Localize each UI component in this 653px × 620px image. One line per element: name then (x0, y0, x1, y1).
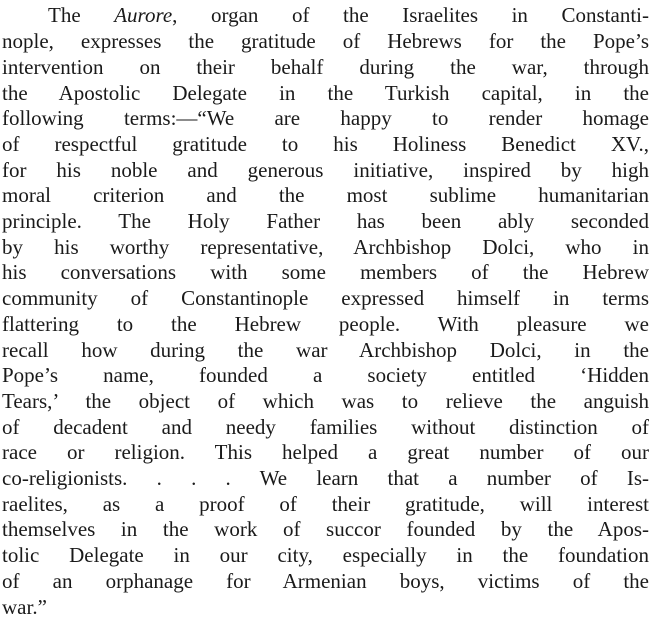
text-line: Pope’s name, founded a society entitled ‘Hidden (2, 363, 649, 387)
text-line: community of Constantinople expressed himself in terms (2, 286, 649, 310)
text-line: flattering to the Hebrew people. With pleasure we (2, 312, 649, 336)
text-line: the Apostolic Delegate in the Turkish capital, in the (2, 81, 649, 105)
text-line: principle. The Holy Father has been ably seconded (2, 209, 649, 233)
text-line: by his worthy representative, Archbishop Dolci, who in (2, 235, 649, 259)
text-line: of an orphanage for Armenian boys, victims of the (2, 569, 649, 593)
text-line: moral criterion and the most sublime humanitarian (2, 183, 649, 207)
text-line: following terms:—“We are happy to render homage (2, 106, 649, 130)
text-line: intervention on their behalf during the war, through (2, 55, 649, 79)
text-line: of decadent and needy families without distinction of (2, 415, 649, 439)
newspaper-title: Aurore (114, 3, 173, 27)
text-line: war.” (2, 595, 47, 619)
text-line (48, 2, 649, 28)
text-line: race or religion. This helped a great number of our (2, 440, 649, 464)
text-line: tolic Delegate in our city, especially in the foundation (2, 543, 649, 567)
text-line: raelites, as a proof of their gratitude, will interest (2, 492, 649, 516)
text-run: , organ of the Israelites in Constanti- (172, 3, 649, 27)
text-line: recall how during the war Archbishop Dolci, in the (2, 338, 649, 362)
text-line: his conversations with some members of the Hebrew (2, 260, 649, 284)
text-line: Tears,’ the object of which was to relieve the anguish (2, 389, 649, 413)
text-run: The (48, 3, 115, 27)
text-line: co-religionists. . . . We learn that a number of Is- (2, 466, 649, 490)
text-line: nople, expresses the gratitude of Hebrews for the Pope’s (2, 29, 649, 53)
text-line: for his noble and generous initiative, inspired by high (2, 158, 649, 182)
text-line: of respectful gratitude to his Holiness Benedict XV., (2, 132, 649, 156)
text-line: themselves in the work of succor founded by the Apos- (2, 517, 649, 541)
